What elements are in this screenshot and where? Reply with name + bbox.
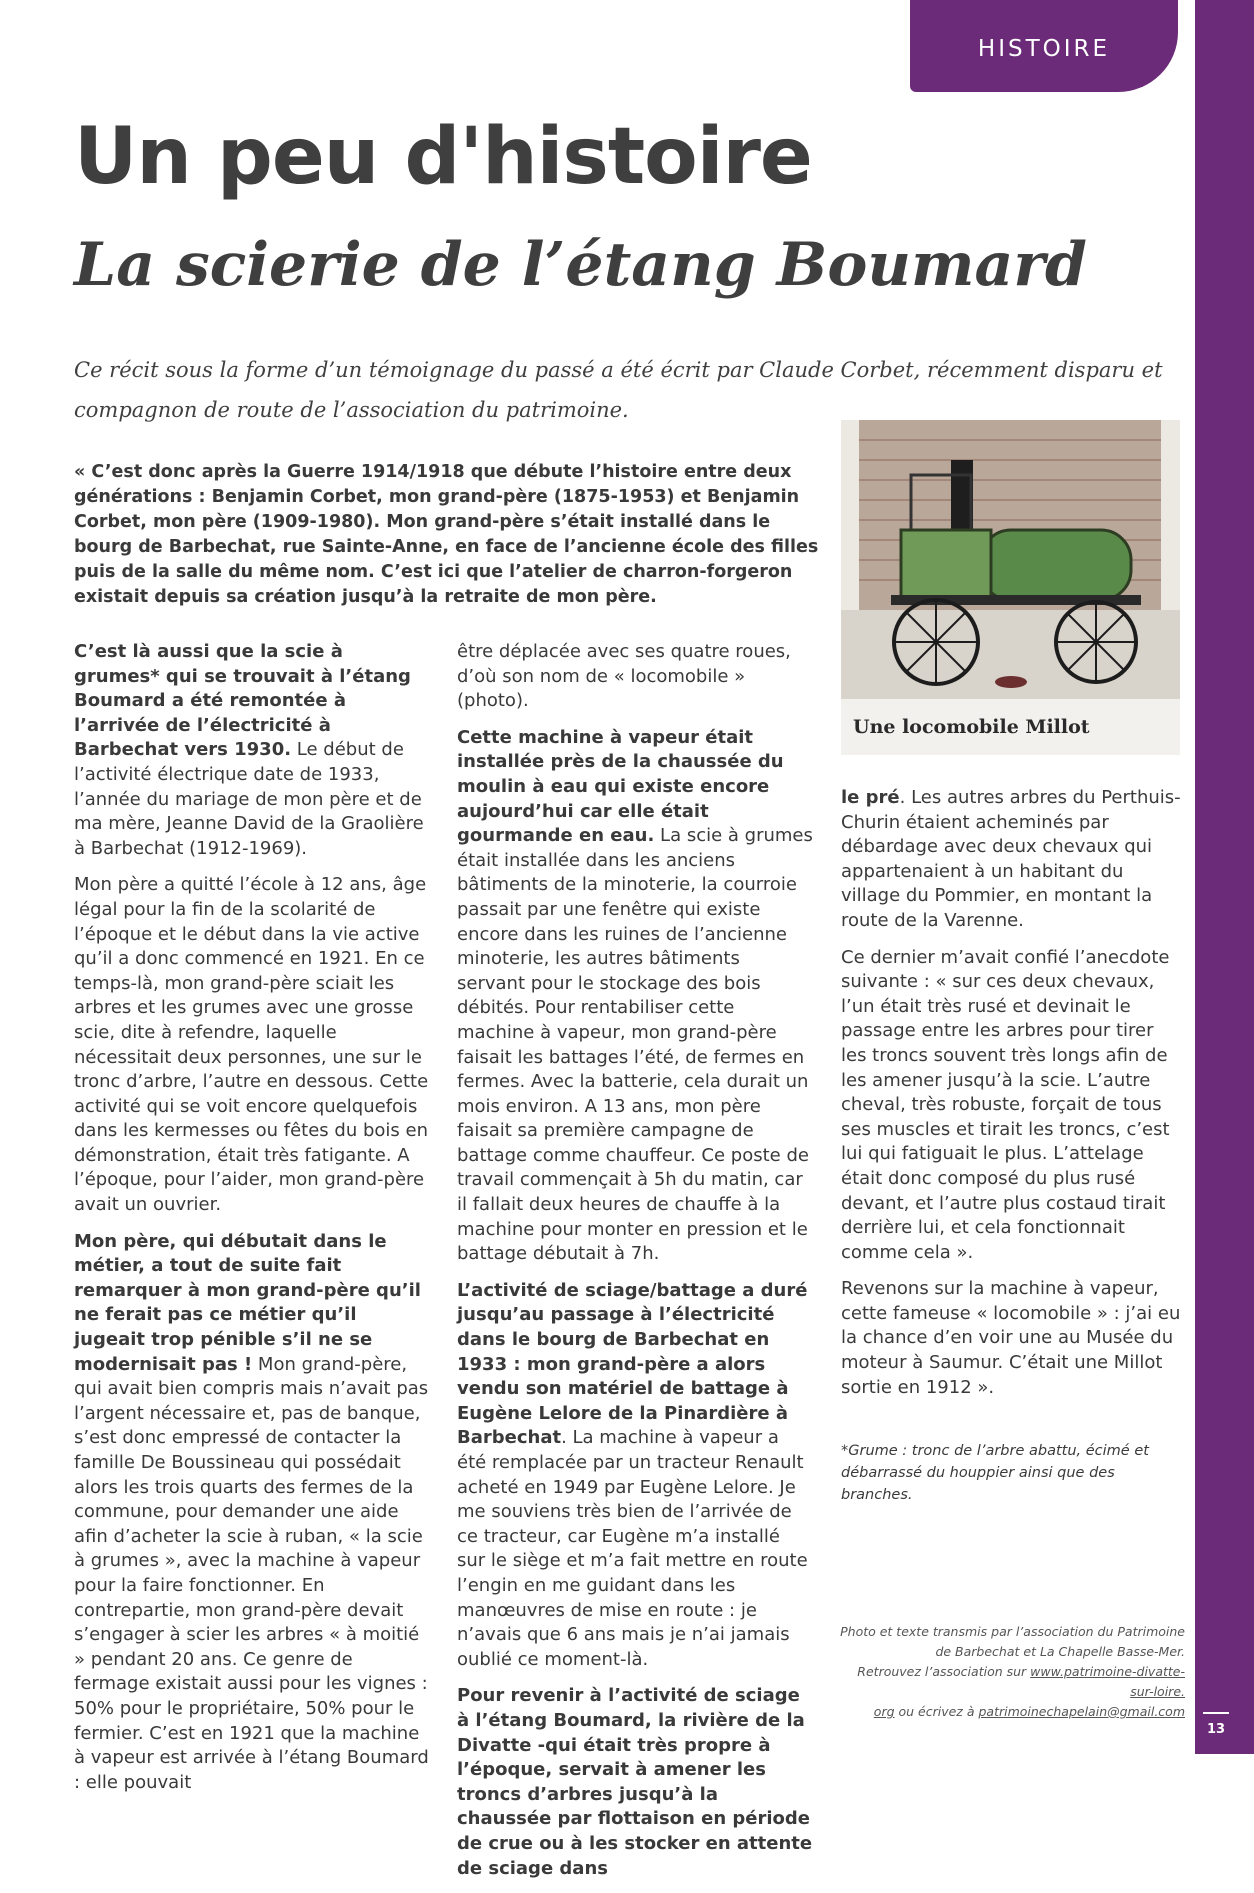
bold-text: Mon père, qui débutait dans le métier, a tout de suite fait remarquer à mon grand-père qu’il ne ferait pas ce métier qu’il jugeait trop pénible s’il ne se modernisait pas ! [74, 1230, 421, 1375]
body-text: Mon grand-père, qui avait bien compris mais n’avait pas l’argent nécessaire et, pas de banque, s’est donc empressé de contacter la famille De Boussineau qui possédait alors les trois quarts des fermes de la commune, pour demander une aide afin d’acheter la scie à ruban, « la scie à grumes », avec la machine à vapeur pour la faire fonctionner. En contrepartie, mon grand-père devait s’engager à scier les arbres « à moitié » pendant 20 ans. Ce genre de fermage existait aussi pour les vignes : 50% pour le propriétaire, 50% pour le fermier. C’est en 1921 que la machine à vapeur est arrivée à l’étang Boumard : elle pouvait [74, 1353, 429, 1793]
page-title: Un peu d'histoire [74, 112, 812, 202]
paragraph: Revenons sur la machine à vapeur, cette fameuse « locomobile » : j’ai eu la chance d’en voir une au Musée du moteur à Saumur. C’était une Millot sortie en 1912 ». [841, 1278, 1181, 1398]
article-subtitle: La scierie de l’étang Boumard [74, 230, 1087, 300]
article-column-2 [457, 640, 813, 1893]
paragraph [74, 1230, 430, 1796]
footnote: *Grume : tronc de l’arbre abattu, écimé et débarrassé du houppier ainsi que des branches. [841, 1443, 1149, 1503]
bold-text: le pré [841, 787, 900, 808]
credits [840, 1622, 1185, 1722]
locomobile-photo [841, 420, 1180, 755]
body-text: . La machine à vapeur a été remplacée par un tracteur Renault acheté en 1949 par Eugène Lelore. Je me souviens très bien de l’arrivée de ce tracteur, car Eugène m’a installé sur le siège et m’a fait mettre en route l’engin en me guidant dans les manœuvres de mise en route : je n’avais que 6 ans mais je n’ai jamais oublié ce moment-là. [457, 1427, 808, 1670]
website-link-end[interactable]: org [873, 1704, 895, 1719]
credits-line: Retrouvez l’association sur [857, 1664, 1031, 1679]
bold-text: L’activité de sciage/battage a duré jusqu’au passage à l’électricité dans le bourg de Barbechat en 1933 : mon grand-père a alors vendu son matériel de battage à Eugène Lelore de la Pinardière à Barbechat [457, 1279, 808, 1449]
body-text: Le début de l’activité électrique date de 1933, l’année du mariage de mon père et de ma mère, Jeanne David de la Graolière à Barbechat (1912-1969). [74, 739, 424, 859]
page-number: 13 [1206, 1722, 1226, 1737]
paragraph [457, 726, 813, 1267]
paragraph [457, 1684, 813, 1881]
bold-text: Pour revenir à l’activité de sciage à l’étang Boumard, la rivière de la Divatte -qui était très propre à l’époque, servait à amener les troncs d’arbres jusqu’à la chaussée par flottaison en période de crue ou à les stocker en attente de sciage dans [457, 1685, 813, 1879]
body-text: . Les autres arbres du Perthuis-Churin étaient acheminés par débardage avec deux chevaux qui appartenaient à un habitant du village du Pommier, en montant la route de la Varenne. [841, 787, 1181, 931]
side-accent-bar [1195, 0, 1254, 1754]
paragraph [841, 786, 1181, 934]
lead-paragraph: « C’est donc après la Guerre 1914/1918 que débute l’histoire entre deux générations : Benjamin Corbet, mon grand-père (1875-1953) et Benjamin Corbet, mon père (1909-1980). Mon grand-père s’était installé dans le bourg de Barbechat, rue Sainte-Anne, en face de l’ancienne école des filles puis de la salle du même nom. C’est ici que l’atelier de charron-forgeron existait depuis sa création jusqu’à la retraite de mon père. [74, 462, 819, 607]
article-column-3 [841, 786, 1181, 1412]
body-text: La scie à grumes était installée dans les anciens bâtiments de la minoterie, la courroie passait par une fenêtre qui existe encore dans les ruines de l’ancienne minoterie, les autres bâtiments servant pour le stockage des bois débités. Pour rentabiliser cette machine à vapeur, mon grand-père faisait les battages l’été, de fermes en fermes. Avec la batterie, cela durait un mois environ. A 13 ans, mon père faisait sa première campagne de battage comme chauffeur. Ce poste de travail commençait à 5h du matin, car il fallait deux heures de chauffe à la machine pour monter en pression et le battage débutait à 7h. [457, 825, 813, 1265]
email-link[interactable]: patrimoinechapelain@gmail.com [978, 1704, 1185, 1719]
paragraph: Mon père a quitté l’école à 12 ans, âge légal pour la fin de la scolarité de l’époque et le début dans la vie active qu’il a donc commencé en 1921. En ce temps-là, mon grand-père sciait les arbres et les grumes avec une grosse scie, dite à refendre, laquelle nécessitait deux personnes, une sur le tronc d’arbre, l’autre en dessous. Cette activité qui se voit encore quelquefois dans les kermesses ou fêtes du bois en démonstration, était très fatigante. A l’époque, pour l’aider, mon grand-père avait un ouvrier. [74, 874, 429, 1216]
page-number-rule [1203, 1712, 1229, 1714]
credits-line: Photo et texte transmis par l’association du Patrimoine de Barbechat et La Chapelle Basse-Mer. [840, 1624, 1185, 1659]
intro-text: Ce récit sous la forme d’un témoignage du passé a été écrit par Claude Corbet, récemment disparu et compagnon de route de l’association du patrimoine. [74, 358, 1163, 422]
section-label: HISTOIRE [977, 36, 1111, 62]
paragraph: être déplacée avec ses quatre roues, d’où son nom de « locomobile » (photo). [457, 641, 791, 712]
locomobile-illustration [841, 420, 1180, 699]
credits-line: ou écrivez à [894, 1704, 979, 1719]
article-column-1 [74, 640, 430, 1807]
paragraph: Ce dernier m’avait confié l’anecdote suivante : « sur ces deux chevaux, l’un était très rusé et devinait le passage entre les arbres pour tirer les troncs souvent très longs afin de les amener jusqu’à la scie. L’autre cheval, très robuste, forçait de tous ses muscles et tirait les troncs, c’est lui qui fatiguait le plus. L’attelage était donc composé du plus rusé devant, et l’autre plus costaud tirait derrière lui, et cela fonctionnait comme cela ». [841, 946, 1170, 1263]
section-tab [910, 0, 1178, 92]
website-link[interactable]: www.patrimoine-divatte-sur-loire. [1030, 1664, 1185, 1699]
paragraph [74, 640, 430, 861]
paragraph [457, 1279, 813, 1673]
bold-text: Cette machine à vapeur était installée près de la chaussée du moulin à eau qui existe encore aujourd’hui car elle était gourmande en eau. [457, 726, 784, 847]
bold-text: C’est là aussi que la scie à grumes* qui se trouvait à l’étang Boumard a été remontée à l’arrivée de l’électricité à Barbechat vers 1930. [74, 641, 411, 761]
photo-caption: Une locomobile Millot [841, 699, 1180, 755]
